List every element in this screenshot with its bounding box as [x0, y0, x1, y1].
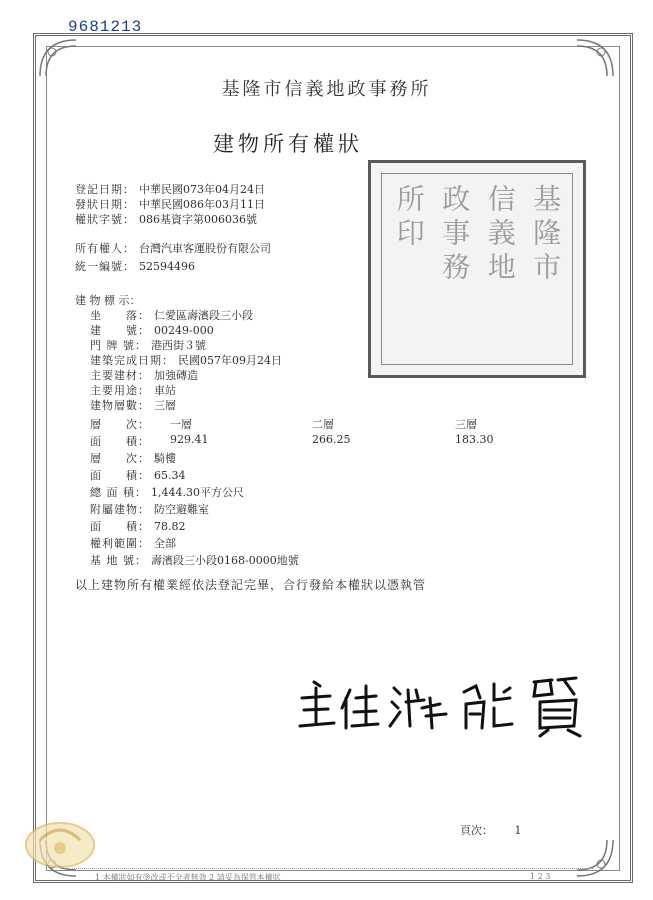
field-value: 仁愛區壽濱段三小段 — [154, 309, 253, 322]
floor-value: 三層 — [455, 418, 477, 431]
field-owner — [75, 240, 271, 256]
field-value: 騎樓 — [154, 452, 176, 465]
field-label: 面 積： — [90, 520, 150, 533]
field-land-number — [90, 552, 299, 568]
field-value: 全部 — [154, 537, 176, 550]
field-label: 建築完成日期： — [90, 354, 174, 367]
field-label: 發狀日期： — [75, 198, 135, 211]
field-certificate-number — [75, 211, 257, 227]
document-title: 建物所有權狀 — [213, 132, 363, 156]
field-material — [90, 367, 198, 383]
corner-ornament-icon — [575, 38, 615, 78]
field-arcade-floor — [90, 450, 176, 466]
field-annex-area — [90, 518, 186, 534]
floor-value: 二層 — [312, 418, 334, 431]
watermark-logo-icon — [10, 800, 110, 880]
field-building-number — [90, 322, 214, 338]
director-signature — [290, 668, 600, 738]
corner-ornament-icon — [575, 838, 615, 878]
field-location — [90, 307, 253, 323]
field-value: 1,444.30平方公尺 — [151, 486, 244, 499]
field-label: 所有權人： — [75, 242, 135, 255]
footer-divider — [60, 868, 593, 869]
field-rights-scope — [90, 535, 176, 551]
field-floors — [90, 416, 150, 432]
seal-text: 所印 — [392, 184, 426, 252]
page-label: 頁次： — [460, 824, 493, 837]
field-label: 基 地 號： — [90, 554, 147, 567]
field-value: 52594496 — [139, 260, 195, 273]
field-storeys — [90, 397, 176, 413]
field-label: 面 積： — [90, 469, 150, 482]
field-label: 層 次： — [90, 452, 150, 465]
field-label: 權利範圍： — [90, 537, 150, 550]
footer-note-right: 1 2 3 — [530, 872, 551, 881]
area-value: 929.41 — [170, 433, 209, 446]
field-issue-date — [75, 196, 265, 212]
field-value: 中華民國086年03月11日 — [139, 198, 265, 211]
field-areas — [90, 433, 150, 449]
field-registration-date — [75, 181, 265, 197]
field-completion-date — [90, 352, 282, 368]
area-value: 183.30 — [455, 433, 494, 446]
seal-text: 政事務 — [438, 184, 472, 286]
field-value: 車站 — [154, 384, 176, 397]
field-value: 加強磚造 — [154, 369, 198, 382]
field-value: 防空避難室 — [154, 503, 209, 516]
field-value: 壽濱段三小段0168-0000地號 — [151, 554, 299, 567]
page-value: 1 — [514, 824, 522, 837]
field-label: 面 積： — [90, 435, 150, 448]
footer-note: 1 本權狀如有塗改或不全者無效 2 請妥為保管本權狀 — [95, 873, 281, 882]
floor-value: 一層 — [170, 418, 192, 431]
area-value: 266.25 — [312, 433, 351, 446]
field-label: 權狀字號： — [75, 213, 135, 226]
building-section-header: 建 物 標 示： — [75, 294, 141, 307]
field-address — [90, 337, 206, 353]
serial-number: 9681213 — [68, 18, 143, 36]
field-arcade-area — [90, 467, 186, 483]
office-name: 基隆市信義地政事務所 — [221, 79, 432, 100]
field-label: 建物層數： — [90, 399, 150, 412]
field-label: 層 次： — [90, 418, 150, 431]
field-value: 民國057年09月24日 — [178, 354, 282, 367]
corner-ornament-icon — [38, 38, 78, 78]
field-annex — [90, 501, 209, 517]
seal-text: 信義地 — [483, 184, 517, 286]
field-value: 台灣汽車客運股份有限公司 — [139, 242, 271, 255]
field-label: 統一編號： — [75, 260, 135, 273]
field-value: 78.82 — [154, 520, 186, 533]
field-value: 港西街３號 — [151, 339, 206, 352]
field-value: 中華民國073年04月24日 — [139, 183, 265, 196]
field-label: 登記日期： — [75, 183, 135, 196]
field-label: 主要用途： — [90, 384, 150, 397]
field-value: 00249-000 — [154, 324, 214, 337]
field-label: 建 號： — [90, 324, 150, 337]
seal-text: 基隆市 — [529, 184, 563, 286]
field-label: 總 面 積： — [90, 486, 147, 499]
field-value: 086基資字第006036號 — [139, 213, 257, 226]
field-label: 主要建材： — [90, 369, 150, 382]
field-label: 附屬建物： — [90, 503, 150, 516]
field-value: 65.34 — [154, 469, 186, 482]
field-label: 坐 落： — [90, 309, 150, 322]
page-number — [460, 822, 522, 838]
certification-statement: 以上建物所有權業經依法登記完畢，合行發給本權狀以憑執管 — [75, 578, 427, 592]
official-seal — [368, 160, 586, 378]
field-tax-id — [75, 258, 195, 274]
field-label: 門 牌 號： — [90, 339, 147, 352]
field-total-area — [90, 484, 244, 500]
field-usage — [90, 382, 176, 398]
field-value: 三層 — [154, 399, 176, 412]
